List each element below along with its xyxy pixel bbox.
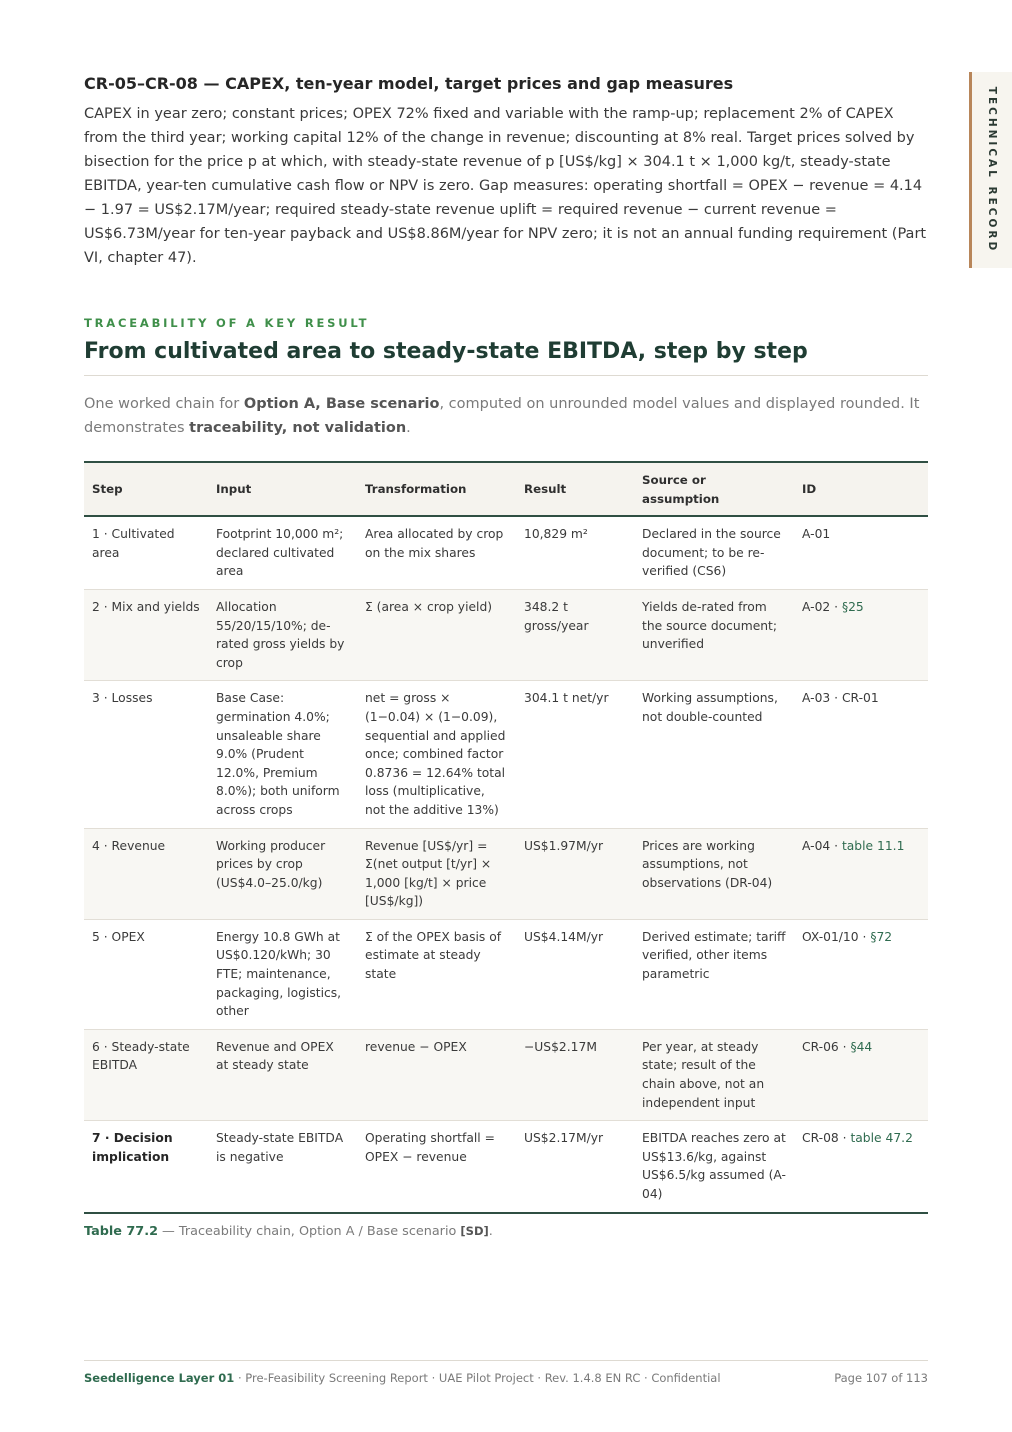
cell-id [794,516,928,589]
cell-result: 10,829 m² [516,516,634,589]
header-result: Result [516,462,634,516]
section-heading: CR-05–CR-08 — CAPEX, ten-year model, target prices and gap measures [84,74,734,93]
cell-transformation: Operating shortfall = OPEX − revenue [357,1121,516,1213]
kicker: TRACEABILITY OF A KEY RESULT [84,316,370,330]
id-text: CR-06 · [802,1039,851,1054]
page-content [84,74,928,1239]
intro-emphasis-1: Option A, Base scenario [243,396,440,412]
page-number: Page 107 of 113 [834,1371,928,1385]
id-text: A-04 · [802,838,842,853]
cell-input: Base Case: germination 4.0%; unsaleable share 9.0% (Prudent 12.0%, Premium 8.0%); both uniform across crops [208,681,357,828]
cell-id [794,1121,928,1213]
cell-source: Working assumptions, not double-counted [634,681,794,828]
cell-transformation: Area allocated by crop on the mix shares [357,516,516,589]
cell-input: Footprint 10,000 m²; declared cultivated area [208,516,357,589]
cell-result: 348.2 t gross/year [516,589,634,680]
cell-step: 5 · OPEX [84,919,208,1029]
cell-transformation: Σ of the OPEX basis of estimate at steady state [357,919,516,1029]
caption-tag: [SD] [460,1223,489,1238]
cell-source: EBITDA reaches zero at US$13.6/kg, against US$6.5/kg assumed (A-04) [634,1121,794,1213]
cell-input: Energy 10.8 GWh at US$0.120/kWh; 30 FTE; maintenance, packaging, logistics, other [208,919,357,1029]
intro-text-3: . [406,420,411,436]
header-input: Input [208,462,357,516]
footer-brand: Seedelligence Layer 01 [84,1371,235,1385]
table-row [84,516,928,589]
header-transformation: Transformation [357,462,516,516]
cell-transformation: revenue − OPEX [357,1029,516,1120]
intro-text-1: One worked chain for [84,396,244,412]
table-caption [84,1224,928,1239]
cell-result: −US$2.17M [516,1029,634,1120]
header-source: Source or assumption [634,462,794,516]
cross-reference-link[interactable]: table 47.2 [850,1131,913,1146]
header-step: Step [84,462,208,516]
id-text: A-03 · CR-01 [802,691,879,706]
page-title: From cultivated area to steady-state EBITDA, step by step [84,339,928,376]
cell-source: Yields de-rated from the source document; unverified [634,589,794,680]
cell-transformation: Revenue [US$/yr] = Σ(net output [t/yr] × 1,000 [kg/t] × price [US$/kg]) [357,828,516,919]
cell-result: 304.1 t net/yr [516,681,634,828]
cell-id [794,828,928,919]
cell-input: Steady-state EBITDA is negative [208,1121,357,1213]
id-text: A-01 [802,527,831,542]
side-tab-label: TECHNICAL RECORD [986,86,998,254]
cell-source: Per year, at steady state; result of the chain above, not an independent input [634,1029,794,1120]
cross-reference-link[interactable]: table 11.1 [841,838,905,853]
cell-step: 2 · Mix and yields [84,589,208,680]
cell-id [794,1029,928,1120]
cell-source: Prices are working assumptions, not observations (DR-04) [634,828,794,919]
id-text: OX-01/10 · [802,929,871,944]
cell-transformation: net = gross × (1−0.04) × (1−0.09), sequential and applied once; combined factor 0.8736 = 12.64% total loss (multiplicative, not the additive 13%) [357,681,516,828]
cell-source: Derived estimate; tariff verified, other items parametric [634,919,794,1029]
traceability-table [84,461,928,1214]
cross-reference-link[interactable]: §72 [870,929,893,944]
cell-result: US$4.14M/yr [516,919,634,1029]
cell-step: 1 · Cultivated area [84,516,208,589]
table-row [84,828,928,919]
footer-text: · Pre-Feasibility Screening Report · UAE Pilot Project · Rev. 1.4.8 EN RC · Confidential [234,1371,721,1385]
table-row [84,919,928,1029]
cell-id [794,919,928,1029]
cross-reference-link[interactable]: §25 [841,599,864,614]
table-header-row [84,462,928,516]
cell-input: Working producer prices by crop (US$4.0–25.0/kg) [208,828,357,919]
intro-text-2: , computed on unrounded model values and displayed rounded. It demonstrates [84,396,920,436]
intro-paragraph [84,392,928,440]
cell-step: 4 · Revenue [84,828,208,919]
caption-text: — Traceability chain, Option A / Base scenario [157,1223,461,1239]
id-text: A-02 · [802,599,842,614]
cell-input: Revenue and OPEX at steady state [208,1029,357,1120]
table-row [84,1029,928,1120]
table-row [84,681,928,828]
cell-step: 7 · Decision implication [84,1121,208,1213]
header-id: ID [794,462,928,516]
table-row [84,589,928,680]
cell-id [794,681,928,828]
id-text: CR-08 · [802,1131,851,1146]
cell-step: 6 · Steady-state EBITDA [84,1029,208,1120]
cell-source: Declared in the source document; to be re-verified (CS6) [634,516,794,589]
section-body: CAPEX in year zero; constant prices; OPEX 72% fixed and variable with the ramp-up; replacement 2% of CAPEX from the third year; working capital 12% of the change in revenue; discounting at 8% real. Target prices solved by bisection for the price p at which, with steady-state revenue of p [US$/kg] × 304.1 t × 1,000 kg/t, steady-state EBITDA, year-ten cumulative cash flow or NPV is zero. Gap measures: operating shortfall = OPEX − revenue = 4.14 − 1.97 = US$2.17M/year; required steady-state revenue uplift = required revenue − current revenue = US$6.73M/year for ten-year payback and US$8.86M/year for NPV zero; it is not an annual funding requirement (Part VI, chapter 47). [84,106,927,266]
caption-end: . [488,1223,493,1239]
cell-input: Allocation 55/20/15/10%; de-rated gross yields by crop [208,589,357,680]
page-footer [84,1360,928,1385]
caption-number: Table 77.2 [84,1223,158,1239]
table-row [84,1121,928,1213]
cell-result: US$2.17M/yr [516,1121,634,1213]
cross-reference-link[interactable]: §44 [850,1039,873,1054]
intro-emphasis-2: traceability, not validation [189,420,407,436]
cell-id [794,589,928,680]
cell-transformation: Σ (area × crop yield) [357,589,516,680]
cell-result: US$1.97M/yr [516,828,634,919]
section-side-tab [969,72,1012,268]
cell-step: 3 · Losses [84,681,208,828]
